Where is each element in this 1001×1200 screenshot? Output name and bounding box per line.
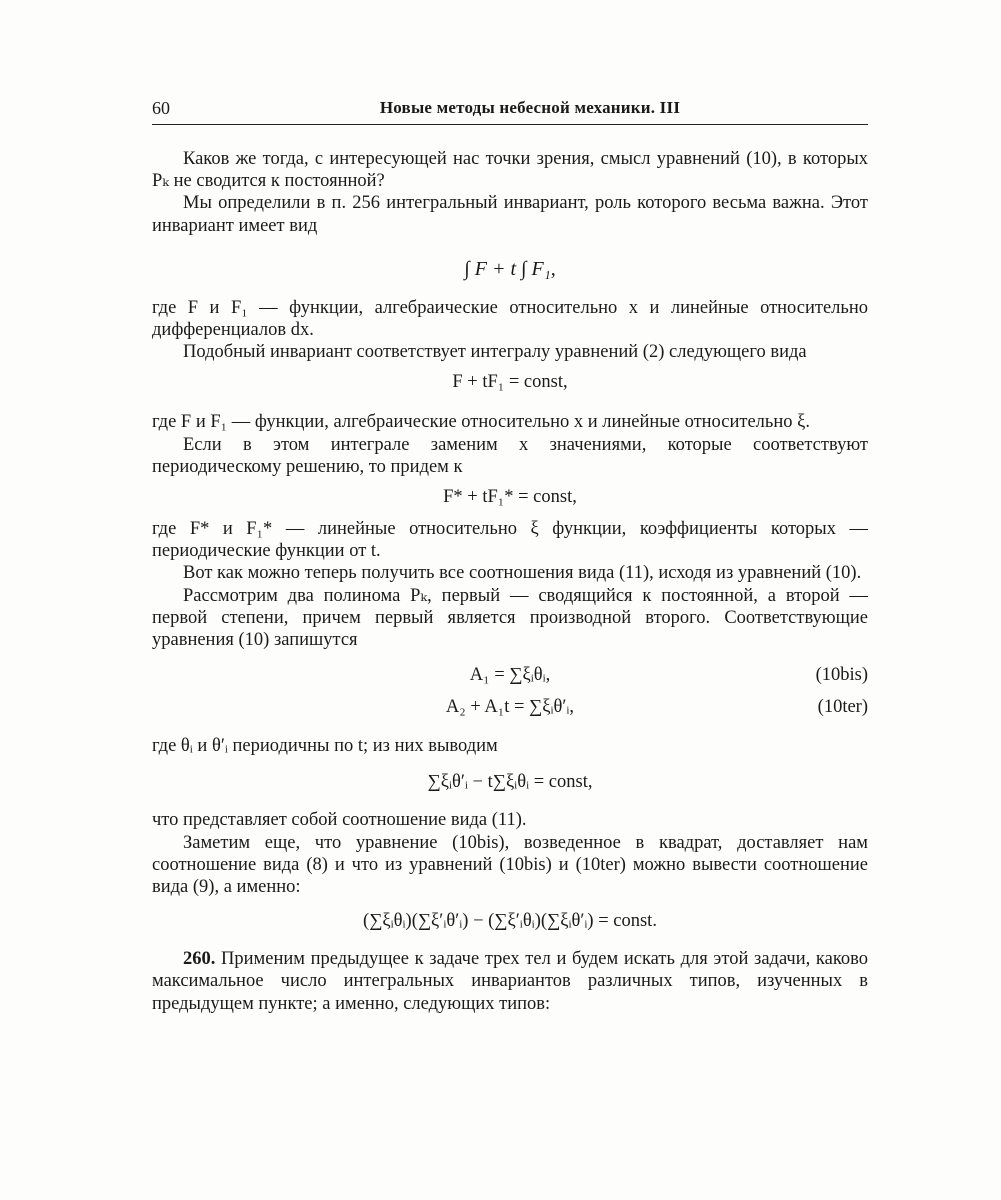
equation-10bis-body: A₁ = ∑ξᵢθᵢ, [469,665,551,686]
paragraph-3: где F и F₁ — функции, алгебраические относительно x и линейные относительно дифференциалов dx. [152,297,868,341]
paragraph-12: Заметим еще, что уравнение (10bis), возведенное в квадрат, доставляет нам соотношение вида (8) и что из уравнений (10bis) и (10ter) можно вывести соотношение вида (9), а именно: [152,832,868,898]
formula-product-const: (∑ξᵢθᵢ)(∑ξ′ᵢθ′ᵢ) − (∑ξ′ᵢθᵢ)(∑ξᵢθ′ᵢ) = const. [363,911,657,932]
formula-sum-const: ∑ξᵢθ′ᵢ − t∑ξᵢθᵢ = const, [427,772,593,793]
equation-10ter [152,691,868,723]
equation-10ter-body: A₂ + A₁t = ∑ξᵢθ′ᵢ, [445,697,575,718]
page-number: 60 [152,98,170,118]
running-title [152,98,868,118]
equation-10bis [152,659,868,691]
section-260 [152,948,868,1015]
formula-integral-invariant: ∫ F + t ∫ F₁, [464,257,556,280]
equation-10ter-tag: (10ter) [817,697,868,718]
section-number: 260. [183,949,216,970]
paragraph-1: Каков же тогда, с интересующей нас точки зрения, смысл уравнений (10), в которых Pₖ не сводится к постоянной? [152,149,868,192]
paragraph-2: Мы определили в п. 256 интегральный инвариант, роль которого весьма важна. Этот инвариант имеет вид [152,193,868,236]
running-title-text: Новые методы небесной механики. III [379,98,681,117]
paragraph-8: Вот как можно теперь получить все соотношения вида (11), исходя из уравнений (10). [183,563,862,584]
paragraph-7: где F* и F₁* — линейные относительно ξ функции, коэффициенты которых — периодические функции от t. [152,519,868,562]
page-body [152,148,868,1015]
paragraph-4: Подобный инвариант соответствует интегралу уравнений (2) следующего вида [183,342,807,363]
equation-block [152,659,868,723]
paragraph-6: Если в этом интеграле заменим x значениями, которые соответствуют периодическому решению, то придем к [152,434,868,477]
paragraph-5: где F и F₁ — функции, алгебраические относительно x и линейные относительно ξ. [152,412,810,433]
section-260-text: Применим предыдущее к задаче трех тел и будем искать для этой задачи, каково максимальное число интегральных инвариантов различных типов, изученных в предыдущем пункте; а именно, следующих типов: [152,949,868,1014]
formula-integral-const: F + tF₁ = const, [452,372,568,393]
paragraph-10: где θᵢ и θ′ᵢ периодичны по t; из них выводим [152,736,498,757]
page-header [152,98,868,125]
equation-10bis-tag: (10bis) [815,665,868,686]
paragraph-9: Рассмотрим два полинома Pₖ, первый — сводящийся к постоянной, а второй — первой степени, причем первый является производной второго. Соответствующие уравнения (10) запишутся [152,585,868,651]
paragraph-11: что представляет собой соотношение вида (11). [152,810,527,831]
formula-periodic-const: F* + tF₁* = const, [443,487,577,508]
